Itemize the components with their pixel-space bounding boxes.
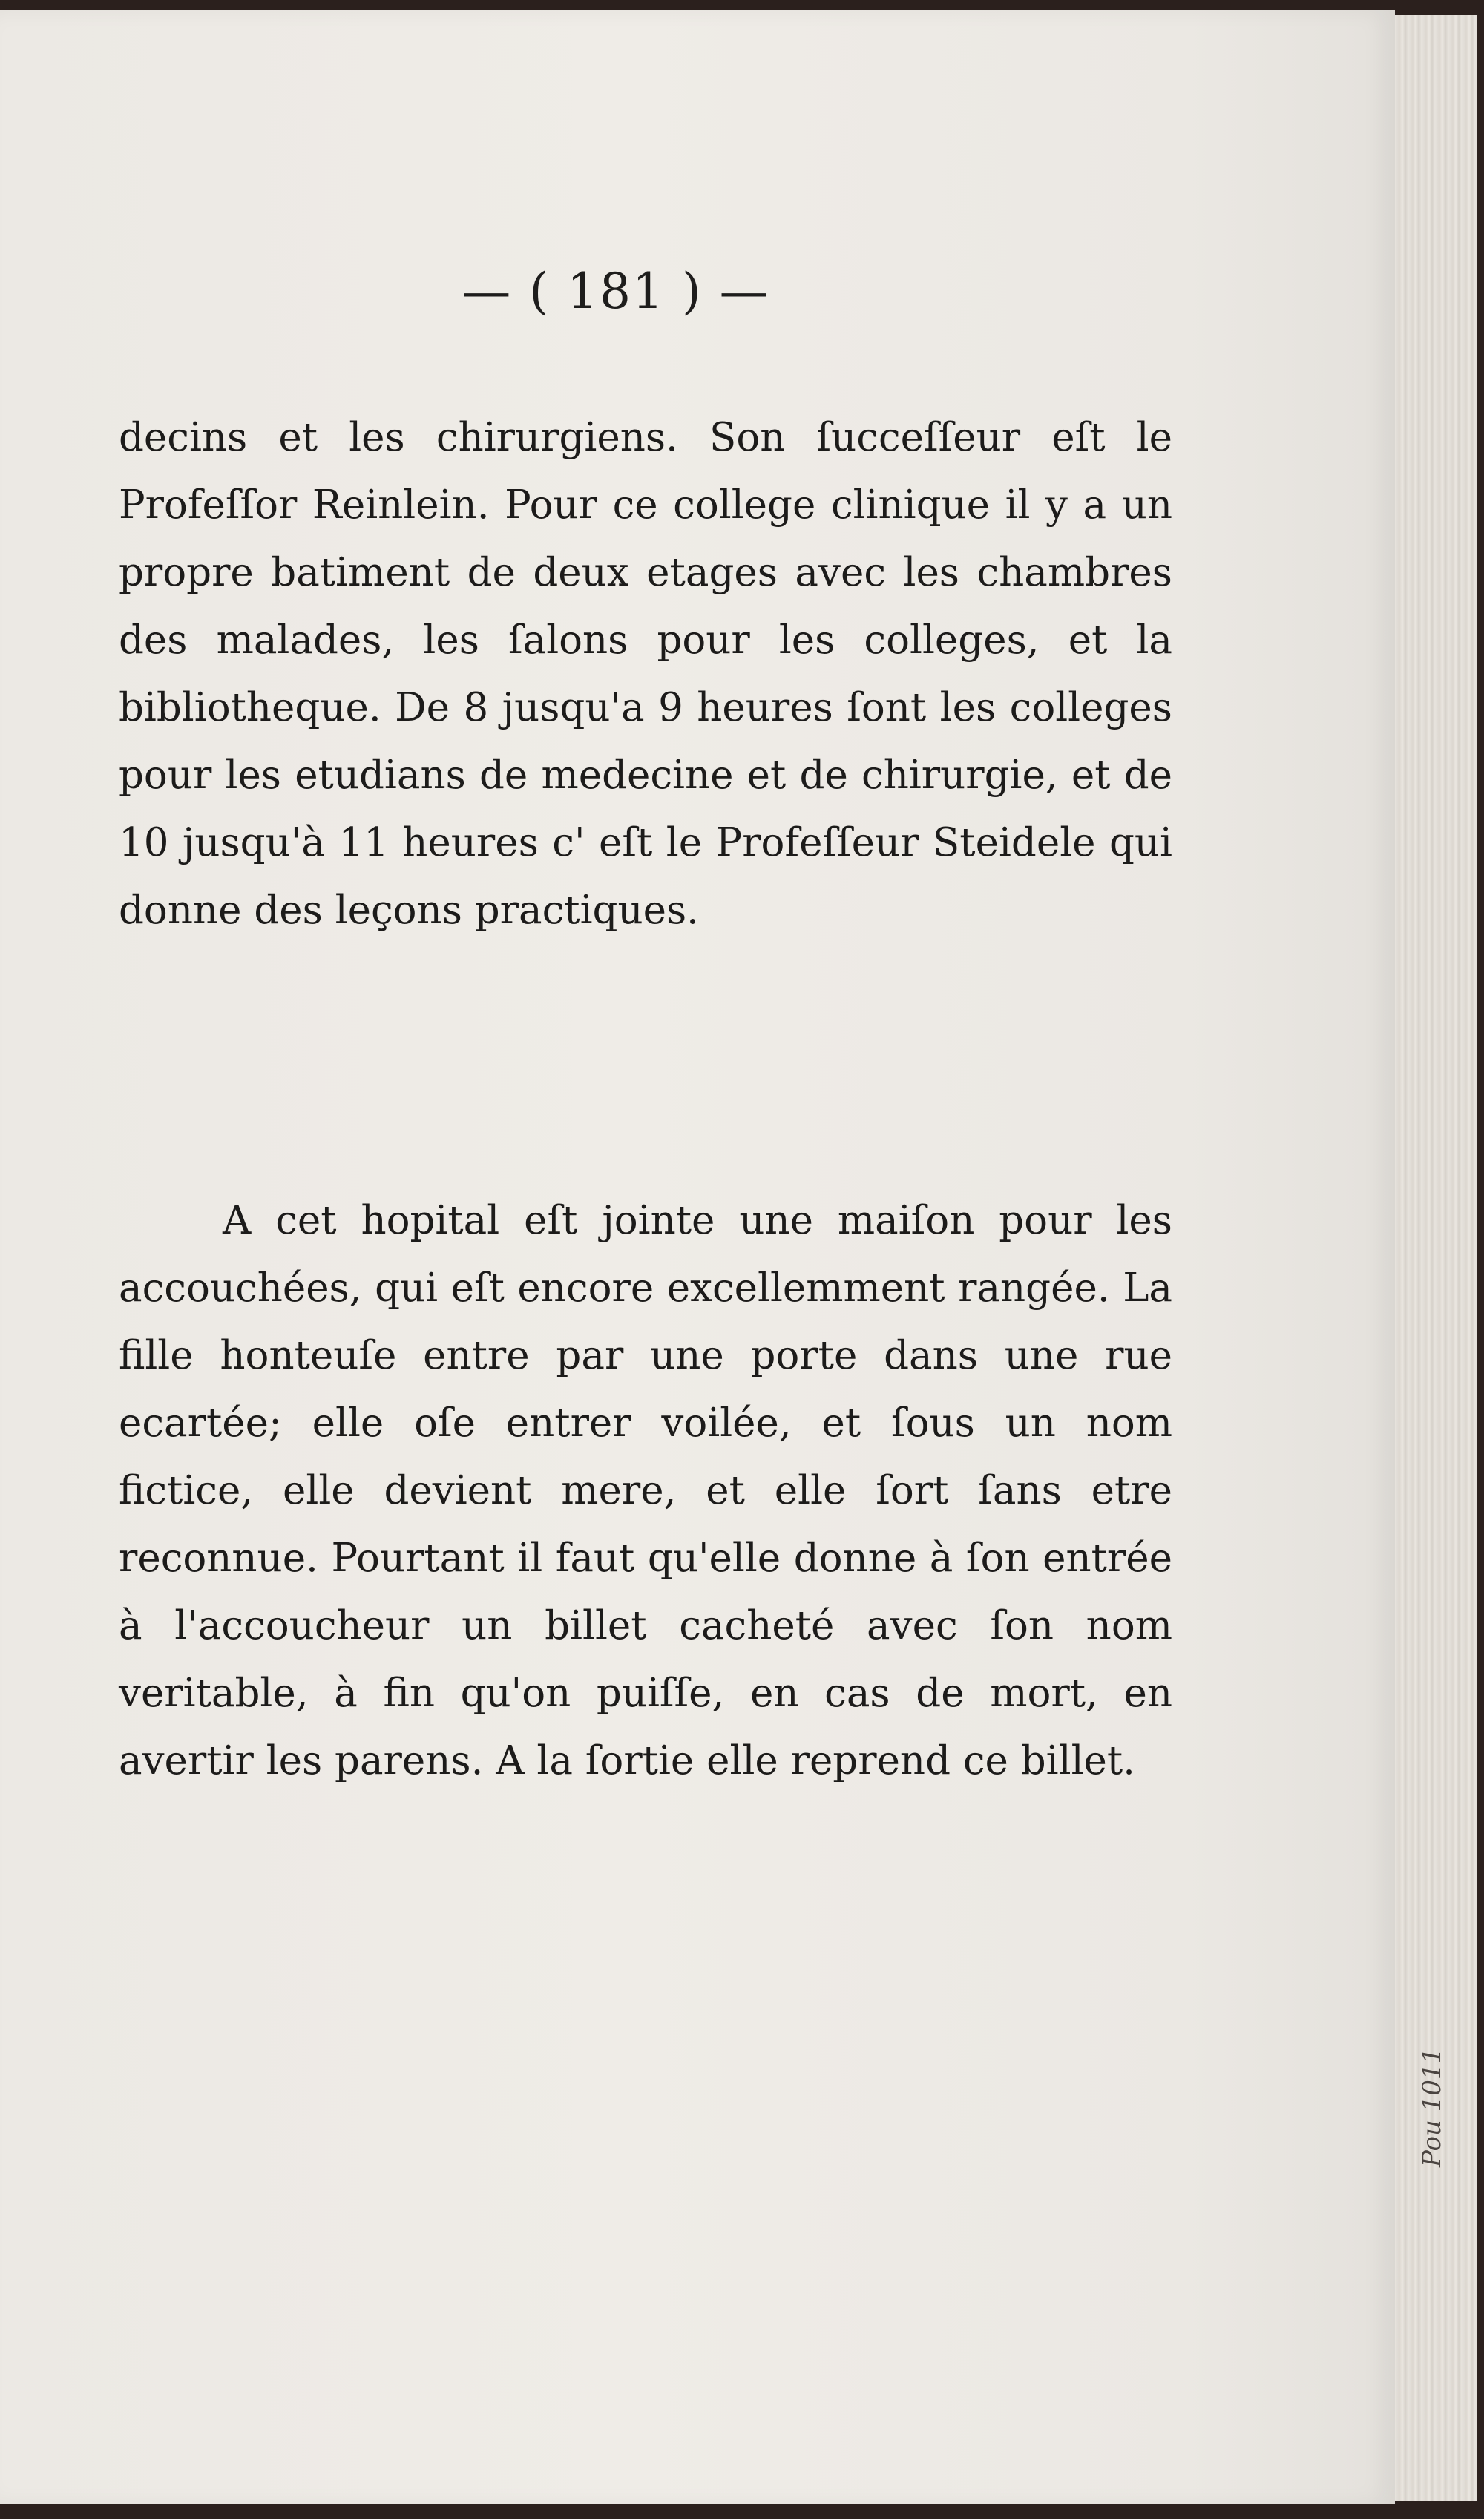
margin-handwritten-note (1395, 1945, 1462, 2212)
paragraph-2: A cet hopital eſt jointe une maiſon pour les accouchées, qui eſt encore excellemment rangée. La fille honteuſe entre par une porte dans une rue ecartée; elle oſe entrer voilée, et ſous un nom fictice, elle devient mere, et elle ſort ſans etre reconnue. Pourtant il faut qu'elle donne à ſon entrée à l'accoucheur un billet cacheté avec ſon nom veritable, à fin qu'on puiſſe, en cas de mort, en avertir les parens. A la ſortie elle reprend ce billet. (119, 1198, 1172, 1783)
page-number-header: — ( 181 ) — (462, 263, 770, 320)
book-page (0, 10, 1395, 2504)
show-through-text (668, 1035, 682, 1103)
paragraph-1: decins et les chirurgiens. Son ſucceſſeur eſt le Profeſſor Reinlein. Pour ce college clinique il y a un propre batiment de deux etages avec les chambres des malades, les ſalons pour les colleges, et la bibliotheque. De 8 jusqu'a 9 heures ſont les colleges pour les etudians de medecine et de chirurgie, et de 10 jusqu'à 11 heures c' eſt le Profeſſeur Steidele qui donne des leçons practiques. (119, 415, 1172, 933)
margin-note-text: Pou 1011 (1417, 2047, 1447, 2167)
